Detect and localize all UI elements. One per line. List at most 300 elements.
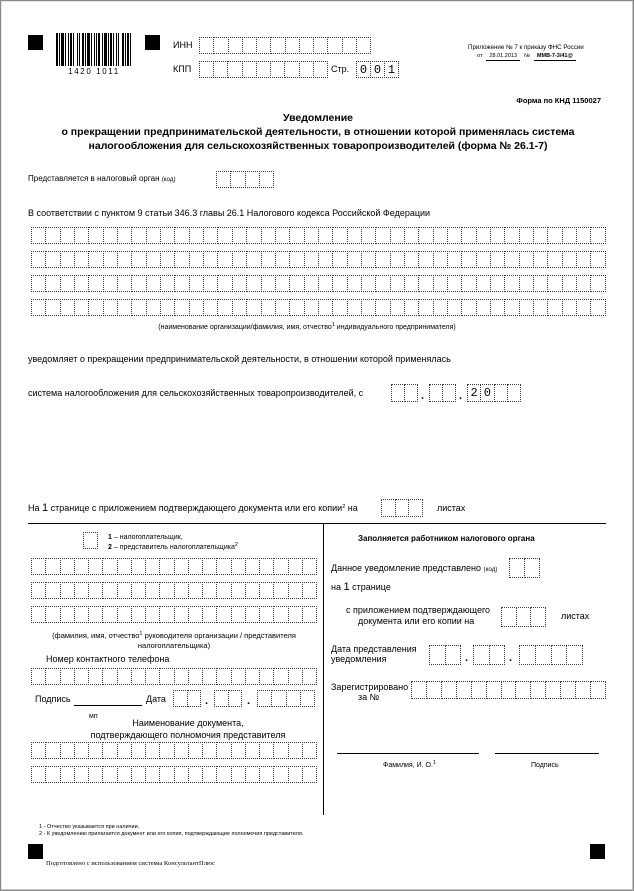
cell[interactable]	[159, 558, 174, 575]
cell[interactable]	[504, 275, 519, 292]
cell[interactable]	[347, 275, 362, 292]
cell[interactable]	[231, 606, 246, 623]
cell[interactable]	[519, 227, 534, 244]
cell[interactable]	[203, 227, 218, 244]
cell[interactable]	[174, 668, 189, 685]
cell[interactable]	[217, 251, 232, 268]
cell[interactable]	[45, 668, 60, 685]
cell[interactable]	[530, 607, 546, 627]
cell[interactable]	[489, 645, 506, 665]
tax-authority-code-field[interactable]	[216, 171, 274, 188]
cell[interactable]	[426, 681, 442, 699]
cell[interactable]: 0	[480, 384, 494, 402]
cell[interactable]	[213, 61, 228, 78]
cell[interactable]	[404, 227, 419, 244]
cell[interactable]	[160, 275, 175, 292]
cell[interactable]	[304, 275, 319, 292]
cell[interactable]	[533, 299, 548, 316]
cell[interactable]	[286, 690, 301, 707]
cell[interactable]	[590, 251, 605, 268]
cell[interactable]	[188, 582, 203, 599]
cell[interactable]	[74, 558, 89, 575]
cell[interactable]	[45, 299, 60, 316]
cell[interactable]	[31, 668, 46, 685]
cell[interactable]	[486, 681, 502, 699]
cell[interactable]	[83, 532, 98, 549]
cell[interactable]	[31, 606, 46, 623]
cell[interactable]	[299, 61, 314, 78]
cell[interactable]	[227, 61, 242, 78]
cell[interactable]	[375, 299, 390, 316]
cell[interactable]	[408, 499, 423, 517]
cell[interactable]	[375, 227, 390, 244]
cell[interactable]	[447, 275, 462, 292]
termination-day-field[interactable]	[391, 384, 418, 402]
cell[interactable]	[375, 275, 390, 292]
cell[interactable]	[361, 251, 376, 268]
taxpayer-name-row[interactable]	[31, 251, 606, 268]
cell[interactable]	[245, 171, 260, 188]
cell[interactable]	[246, 299, 261, 316]
cell[interactable]	[590, 299, 605, 316]
cell[interactable]	[445, 645, 462, 665]
cell[interactable]	[288, 606, 303, 623]
cell[interactable]	[300, 690, 315, 707]
cell[interactable]	[160, 227, 175, 244]
cell[interactable]	[31, 742, 46, 759]
cell[interactable]	[131, 299, 146, 316]
cell[interactable]	[390, 251, 405, 268]
cell[interactable]	[447, 227, 462, 244]
cell[interactable]	[404, 251, 419, 268]
cell[interactable]	[304, 251, 319, 268]
cell[interactable]	[501, 681, 517, 699]
cell[interactable]	[347, 251, 362, 268]
cell[interactable]	[246, 251, 261, 268]
cell[interactable]	[202, 668, 217, 685]
cell[interactable]	[232, 227, 247, 244]
cell[interactable]	[289, 227, 304, 244]
cell[interactable]	[501, 607, 517, 627]
cell[interactable]	[117, 766, 132, 783]
page-number-field[interactable]	[356, 61, 399, 78]
cell[interactable]	[145, 558, 160, 575]
cell[interactable]	[242, 37, 257, 54]
cell[interactable]: 1	[384, 61, 399, 78]
termination-year-field[interactable]	[467, 384, 521, 402]
signer-date-month-field[interactable]	[214, 690, 242, 707]
cell[interactable]	[519, 299, 534, 316]
cell[interactable]	[188, 558, 203, 575]
cell[interactable]	[60, 251, 75, 268]
kpp-field[interactable]	[199, 61, 328, 78]
cell[interactable]	[515, 681, 531, 699]
cell[interactable]	[547, 275, 562, 292]
cell[interactable]	[390, 275, 405, 292]
cell[interactable]	[299, 37, 314, 54]
cell[interactable]	[202, 742, 217, 759]
cell[interactable]	[189, 251, 204, 268]
cell[interactable]	[88, 227, 103, 244]
cell[interactable]	[203, 299, 218, 316]
cell[interactable]	[45, 766, 60, 783]
cell[interactable]	[188, 668, 203, 685]
cell[interactable]	[145, 582, 160, 599]
submission-date-day-field[interactable]	[429, 645, 461, 665]
cell[interactable]	[318, 299, 333, 316]
cell[interactable]	[45, 606, 60, 623]
cell[interactable]	[245, 742, 260, 759]
cell[interactable]	[88, 742, 103, 759]
cell[interactable]	[476, 299, 491, 316]
cell[interactable]	[275, 227, 290, 244]
cell[interactable]	[88, 251, 103, 268]
cell[interactable]	[519, 275, 534, 292]
cell[interactable]	[576, 227, 591, 244]
cell[interactable]	[245, 766, 260, 783]
cell[interactable]	[273, 582, 288, 599]
cell[interactable]	[273, 558, 288, 575]
cell[interactable]	[31, 227, 46, 244]
cell[interactable]	[216, 742, 231, 759]
cell[interactable]	[159, 766, 174, 783]
cell[interactable]	[302, 668, 317, 685]
cell[interactable]	[418, 251, 433, 268]
cell[interactable]	[60, 227, 75, 244]
cell[interactable]	[494, 384, 508, 402]
cell[interactable]	[490, 299, 505, 316]
cell[interactable]	[159, 742, 174, 759]
cell[interactable]	[174, 766, 189, 783]
cell[interactable]	[102, 742, 117, 759]
cell[interactable]	[173, 690, 188, 707]
cell[interactable]	[88, 582, 103, 599]
cell[interactable]	[245, 606, 260, 623]
cell[interactable]	[117, 606, 132, 623]
cell[interactable]	[547, 299, 562, 316]
cell[interactable]: 0	[370, 61, 385, 78]
cell[interactable]	[289, 299, 304, 316]
cell[interactable]	[562, 299, 577, 316]
cell[interactable]	[45, 582, 60, 599]
cell[interactable]	[216, 582, 231, 599]
cell[interactable]	[74, 582, 89, 599]
cell[interactable]	[404, 299, 419, 316]
cell[interactable]	[159, 668, 174, 685]
cell[interactable]	[342, 37, 357, 54]
cell[interactable]	[576, 275, 591, 292]
cell[interactable]	[259, 742, 274, 759]
phone-field[interactable]	[31, 668, 317, 685]
cell[interactable]	[216, 766, 231, 783]
cell[interactable]	[231, 742, 246, 759]
cell[interactable]	[45, 275, 60, 292]
cell[interactable]	[202, 606, 217, 623]
cell[interactable]	[231, 582, 246, 599]
cell[interactable]	[418, 299, 433, 316]
cell[interactable]	[289, 251, 304, 268]
cell[interactable]	[288, 766, 303, 783]
cell[interactable]	[117, 275, 132, 292]
cell[interactable]	[284, 61, 299, 78]
cell[interactable]	[31, 275, 46, 292]
cell[interactable]	[533, 251, 548, 268]
cell[interactable]	[433, 251, 448, 268]
cell[interactable]	[31, 766, 46, 783]
cell[interactable]	[418, 227, 433, 244]
cell[interactable]	[456, 681, 472, 699]
cell[interactable]	[313, 61, 328, 78]
cell[interactable]	[103, 275, 118, 292]
cell[interactable]	[302, 742, 317, 759]
cell[interactable]	[361, 275, 376, 292]
submission-date-month-field[interactable]	[473, 645, 505, 665]
cell[interactable]	[575, 681, 591, 699]
cell[interactable]	[103, 227, 118, 244]
cell[interactable]	[117, 582, 132, 599]
cell[interactable]	[273, 766, 288, 783]
cell[interactable]	[275, 251, 290, 268]
cell[interactable]	[545, 681, 561, 699]
cell[interactable]	[228, 37, 243, 54]
cell[interactable]	[174, 299, 189, 316]
cell[interactable]	[60, 275, 75, 292]
submission-date-year-field[interactable]	[519, 645, 583, 665]
cell[interactable]	[146, 251, 161, 268]
cell[interactable]	[490, 251, 505, 268]
cell[interactable]	[174, 606, 189, 623]
cell[interactable]	[361, 299, 376, 316]
cell[interactable]	[375, 251, 390, 268]
cell[interactable]	[160, 251, 175, 268]
cell[interactable]	[231, 668, 246, 685]
cell[interactable]	[189, 227, 204, 244]
cell[interactable]	[429, 645, 446, 665]
cell[interactable]	[313, 37, 328, 54]
cell[interactable]	[347, 227, 362, 244]
cell[interactable]	[60, 558, 75, 575]
cell[interactable]	[146, 275, 161, 292]
cell[interactable]	[533, 227, 548, 244]
cell[interactable]	[102, 606, 117, 623]
cell[interactable]	[504, 299, 519, 316]
cell[interactable]	[524, 558, 540, 578]
cell[interactable]	[302, 558, 317, 575]
cell[interactable]	[461, 227, 476, 244]
taxpayer-name-row[interactable]	[31, 299, 606, 316]
cell[interactable]	[145, 766, 160, 783]
cell[interactable]	[232, 299, 247, 316]
cell[interactable]	[551, 645, 568, 665]
termination-month-field[interactable]	[429, 384, 456, 402]
attachment-sheets-field[interactable]	[381, 499, 423, 517]
cell[interactable]	[203, 251, 218, 268]
cell[interactable]	[131, 742, 146, 759]
taxpayer-name-row[interactable]	[31, 275, 606, 292]
cell[interactable]	[433, 227, 448, 244]
cell[interactable]	[202, 766, 217, 783]
cell[interactable]	[88, 299, 103, 316]
cell[interactable]	[102, 668, 117, 685]
cell[interactable]	[31, 299, 46, 316]
cell[interactable]	[418, 275, 433, 292]
cell[interactable]	[131, 558, 146, 575]
cell[interactable]	[245, 558, 260, 575]
cell[interactable]	[88, 606, 103, 623]
cell[interactable]	[473, 645, 490, 665]
cell[interactable]	[441, 681, 457, 699]
cell[interactable]: 2	[467, 384, 481, 402]
inn-field[interactable]	[199, 37, 371, 54]
cell[interactable]	[188, 606, 203, 623]
signer-role-field[interactable]	[83, 532, 98, 549]
cell[interactable]	[476, 251, 491, 268]
cell[interactable]	[159, 606, 174, 623]
cell[interactable]	[131, 606, 146, 623]
cell[interactable]	[74, 275, 89, 292]
cell[interactable]	[31, 582, 46, 599]
cell[interactable]	[45, 742, 60, 759]
cell[interactable]	[146, 227, 161, 244]
cell[interactable]	[288, 668, 303, 685]
cell[interactable]	[88, 558, 103, 575]
cell[interactable]	[509, 558, 525, 578]
cell[interactable]	[562, 275, 577, 292]
cell[interactable]	[74, 742, 89, 759]
cell[interactable]	[45, 558, 60, 575]
cell[interactable]	[103, 299, 118, 316]
taxpayer-name-row[interactable]	[31, 227, 606, 244]
cell[interactable]	[560, 681, 576, 699]
cell[interactable]	[590, 681, 606, 699]
cell[interactable]	[270, 61, 285, 78]
cell[interactable]	[217, 299, 232, 316]
cell[interactable]	[199, 61, 214, 78]
submitted-code-field[interactable]	[509, 558, 540, 578]
cell[interactable]	[461, 299, 476, 316]
cell[interactable]	[117, 299, 132, 316]
cell[interactable]	[390, 299, 405, 316]
cell[interactable]	[259, 766, 274, 783]
document-name-row[interactable]	[31, 766, 317, 783]
cell[interactable]	[490, 227, 505, 244]
cell[interactable]	[447, 299, 462, 316]
cell[interactable]	[117, 668, 132, 685]
cell[interactable]	[245, 668, 260, 685]
cell[interactable]	[202, 558, 217, 575]
cell[interactable]	[232, 275, 247, 292]
cell[interactable]	[228, 690, 243, 707]
cell[interactable]	[332, 227, 347, 244]
cell[interactable]	[381, 499, 396, 517]
cell[interactable]	[259, 558, 274, 575]
signer-name-row[interactable]	[31, 582, 317, 599]
cell[interactable]	[60, 582, 75, 599]
cell[interactable]	[31, 251, 46, 268]
cell[interactable]	[318, 227, 333, 244]
cell[interactable]	[442, 384, 456, 402]
tax-office-sheets-field[interactable]	[501, 607, 546, 627]
cell[interactable]	[395, 499, 410, 517]
cell[interactable]	[74, 227, 89, 244]
cell[interactable]	[213, 37, 228, 54]
cell[interactable]	[275, 275, 290, 292]
cell[interactable]	[261, 227, 276, 244]
cell[interactable]	[188, 766, 203, 783]
cell[interactable]	[246, 227, 261, 244]
cell[interactable]	[102, 582, 117, 599]
cell[interactable]	[273, 606, 288, 623]
cell[interactable]	[117, 742, 132, 759]
cell[interactable]	[60, 742, 75, 759]
cell[interactable]	[288, 558, 303, 575]
cell[interactable]	[102, 558, 117, 575]
cell[interactable]	[289, 275, 304, 292]
cell[interactable]	[433, 299, 448, 316]
cell[interactable]	[216, 606, 231, 623]
cell[interactable]	[256, 37, 271, 54]
signer-name-row[interactable]	[31, 606, 317, 623]
cell[interactable]	[476, 227, 491, 244]
cell[interactable]	[302, 582, 317, 599]
cell[interactable]	[404, 275, 419, 292]
cell[interactable]	[576, 299, 591, 316]
cell[interactable]	[562, 251, 577, 268]
cell[interactable]	[88, 275, 103, 292]
cell[interactable]	[174, 251, 189, 268]
cell[interactable]	[259, 171, 274, 188]
cell[interactable]	[471, 681, 487, 699]
cell[interactable]	[327, 37, 342, 54]
cell[interactable]	[214, 690, 229, 707]
cell[interactable]	[547, 227, 562, 244]
cell[interactable]	[217, 227, 232, 244]
cell[interactable]	[74, 668, 89, 685]
cell[interactable]	[74, 299, 89, 316]
cell[interactable]	[74, 766, 89, 783]
cell[interactable]	[231, 766, 246, 783]
cell[interactable]	[356, 37, 371, 54]
cell[interactable]	[590, 275, 605, 292]
cell[interactable]	[332, 251, 347, 268]
cell[interactable]	[275, 299, 290, 316]
cell[interactable]	[590, 227, 605, 244]
cell[interactable]	[202, 582, 217, 599]
cell[interactable]	[231, 558, 246, 575]
cell[interactable]	[390, 227, 405, 244]
cell[interactable]	[576, 251, 591, 268]
cell[interactable]	[131, 251, 146, 268]
cell[interactable]	[256, 61, 271, 78]
cell[interactable]	[261, 275, 276, 292]
signer-name-row[interactable]	[31, 558, 317, 575]
cell[interactable]	[347, 299, 362, 316]
cell[interactable]	[261, 299, 276, 316]
cell[interactable]	[447, 251, 462, 268]
cell[interactable]	[273, 742, 288, 759]
cell[interactable]	[461, 275, 476, 292]
cell[interactable]	[516, 607, 532, 627]
cell[interactable]	[45, 227, 60, 244]
cell[interactable]	[285, 37, 300, 54]
cell[interactable]	[507, 384, 521, 402]
cell[interactable]	[302, 606, 317, 623]
cell[interactable]	[288, 582, 303, 599]
cell[interactable]	[102, 766, 117, 783]
cell[interactable]	[117, 558, 132, 575]
signer-date-day-field[interactable]	[173, 690, 201, 707]
cell[interactable]	[103, 251, 118, 268]
